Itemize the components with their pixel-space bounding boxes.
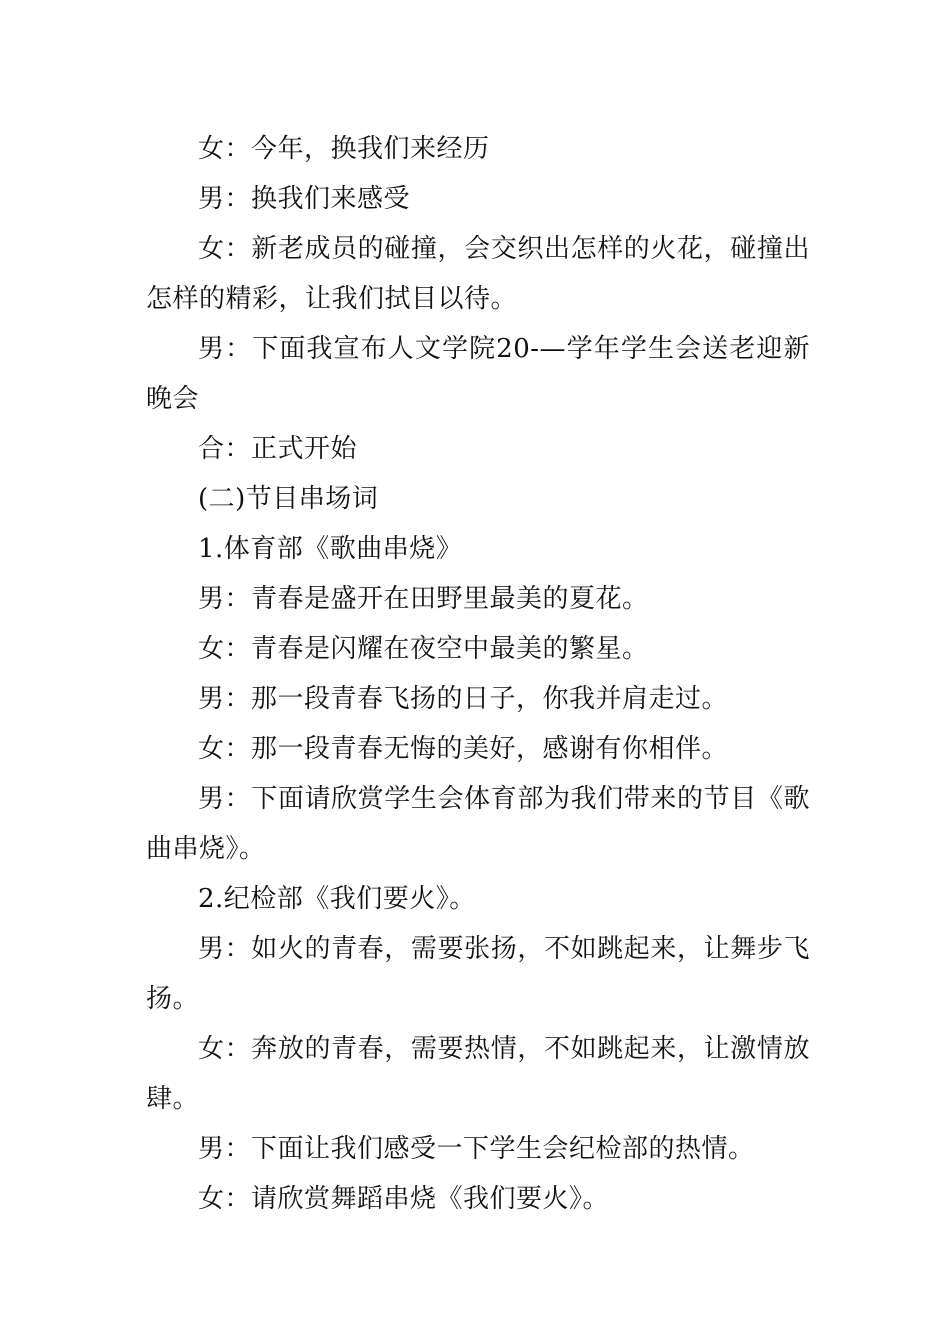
program-title: 1.体育部《歌曲串烧》 [198, 534, 463, 564]
paragraph: 男：下面请欣赏学生会体育部为我们带来的节目《歌曲串烧》。 [146, 784, 810, 864]
program-title: 2.纪检部《我们要火》。 [198, 884, 476, 914]
paragraph: 女：青春是闪耀在夜空中最美的繁星。 [198, 634, 649, 664]
paragraph: 女：请欣赏舞蹈串烧《我们要火》。 [198, 1184, 610, 1214]
paragraph: 女：奔放的青春，需要热情，不如跳起来，让激情放肆。 [146, 1034, 810, 1114]
paragraph: 男：那一段青春飞扬的日子，你我并肩走过。 [198, 684, 729, 714]
paragraph: 男：下面让我们感受一下学生会纪检部的热情。 [198, 1134, 755, 1164]
paragraph: 合：正式开始 [198, 434, 358, 464]
paragraph: 男：换我们来感受 [198, 184, 411, 214]
paragraph: 男：如火的青春，需要张扬，不如跳起来，让舞步飞扬。 [146, 934, 810, 1014]
paragraph: 女：那一段青春无悔的美好，感谢有你相伴。 [198, 734, 729, 764]
paragraph: 女：新老成员的碰撞，会交织出怎样的火花，碰撞出怎样的精彩，让我们拭目以待。 [146, 234, 810, 314]
paragraph: 男：青春是盛开在田野里最美的夏花。 [198, 584, 649, 614]
paragraph: 女：今年，换我们来经历 [198, 134, 490, 164]
paragraph: 男：下面我宣布人文学院20-—学年学生会送老迎新晚会 [146, 334, 810, 414]
section-heading: (二)节目串场词 [198, 484, 379, 514]
document-body [146, 124, 810, 1224]
